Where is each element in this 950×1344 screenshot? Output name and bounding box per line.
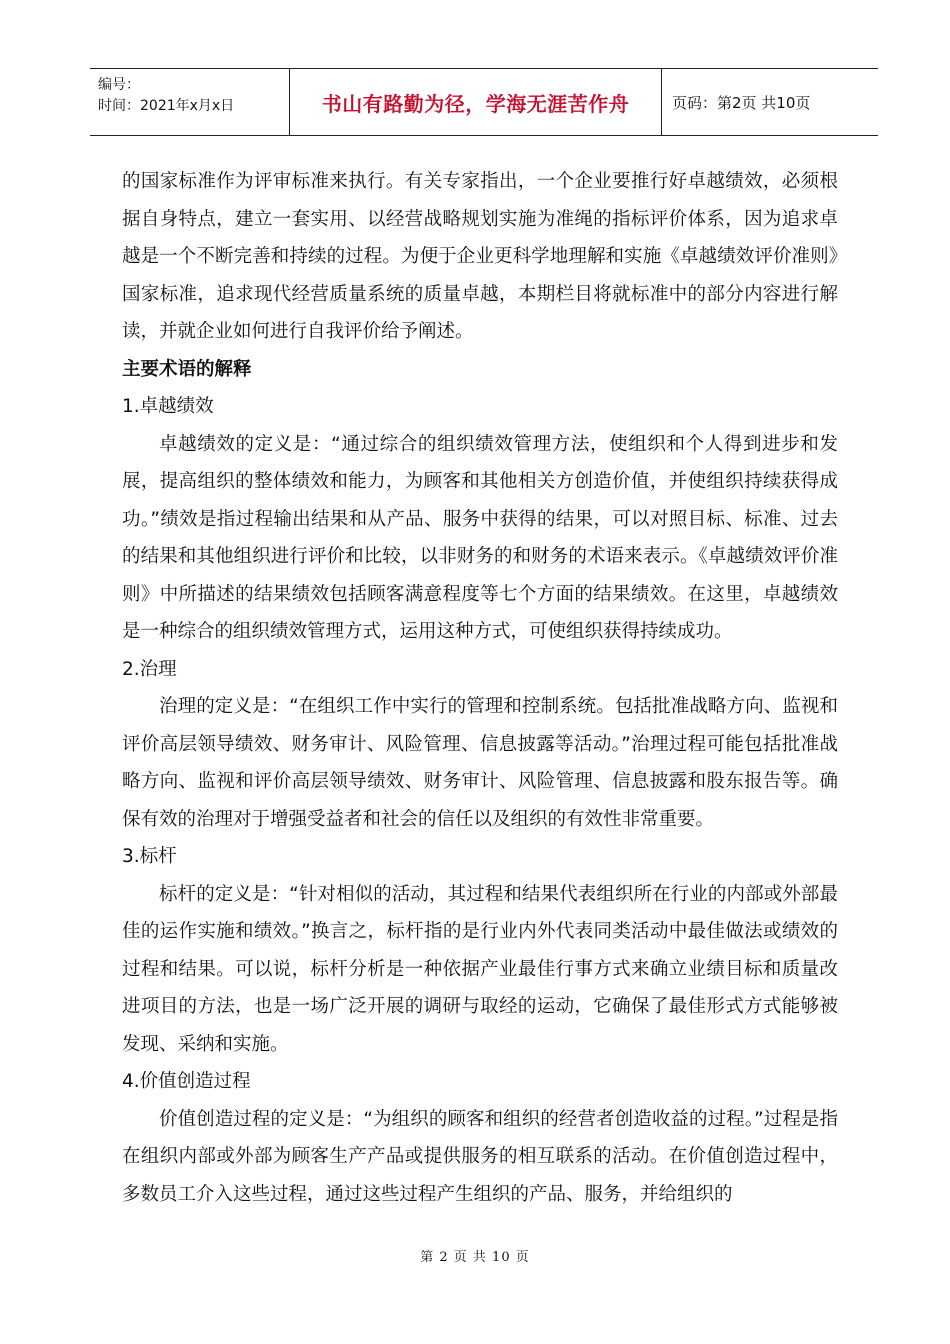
number-label: 编号： [98,77,140,93]
term2-paragraph: 治理的定义是：“在组织工作中实行的管理和控制系统。包括批准战略方向、监视和评价高层领导绩效、财务审计、风险管理、信息披露等活动。”治理过程可能包括批准战略方向、监视和评价高层领导绩效、财务审计、风险管理、信息披露和股东报告等。确保有效的治理对于增强受益者和社会的信任以及组织的有效性非常重要。 [122,696,838,830]
term1-paragraph: 卓越绩效的定义是：“通过综合的组织绩效管理方法，使组织和个人得到进步和发展，提高组织的整体绩效和能力，为顾客和其他相关方创造价值，并使组织持续获得成功。”绩效是指过程输出结果和从产品、服务中获得的结果，可以对照目标、标准、过去的结果和其他组织进行评价和比较，以非财务的和财务的术语来表示。《卓越绩效评价准则》中所描述的结果绩效包括顾客满意程度等七个方面的结果绩效。在这里，卓越绩效是一种综合的组织绩效管理方式，运用这种方式，可使组织获得持续成功。 [122,433,838,642]
term3-title: 3.标杆 [122,846,177,867]
term4-paragraph: 价值创造过程的定义是：“为组织的顾客和组织的经营者创造收益的过程。”过程是指在组织内部或外部为顾客生产产品或提供服务的相互联系的活动。在价值创造过程中，多数员工介入这些过程，通过这些过程产生组织的产品、服务，并给组织的 [122,1108,838,1205]
header-page-label: 页码：第2页 共10页 [672,93,811,112]
document-body [122,163,838,1213]
page-header [90,68,878,136]
page-footer: 第 2 页 共 10 页 [420,1250,530,1265]
term4-title: 4.价值创造过程 [122,1071,251,1092]
term2-title: 2.治理 [122,658,177,680]
section-heading: 主要术语的解释 [122,358,252,380]
time-label: 时间：2021年x月x日 [98,98,235,114]
header-meta [90,69,290,135]
intro-paragraph: 的国家标准作为评审标准来执行。有关专家指出，一个企业要推行好卓越绩效，必须根据自身特点，建立一套实用、以经营战略规划实施为准绳的指标评价体系，因为追求卓越是一个不断完善和持续的过程。为便于企业更科学地理解和实施《卓越绩效评价准则》国家标准，追求现代经营质量系统的质量卓越，本期栏目将就标准中的部分内容进行解读，并就企业如何进行自我评价给予阐述。 [122,171,838,342]
term3-paragraph: 标杆的定义是：“针对相似的活动，其过程和结果代表组织所在行业的内部或外部最佳的运作实施和绩效。”换言之，标杆指的是行业内外代表同类活动中最佳做法或绩效的过程和结果。可以说，标杆分析是一种依据产业最佳行事方式来确立业绩目标和质量改进项目的方法，也是一场广泛开展的调研与取经的运动，它确保了最佳形式方式能够被发现、采纳和实施。 [122,883,838,1055]
header-motto: 书山有路勤为径，学海无涯苦作舟 [290,69,662,135]
term1-title: 1.卓越绩效 [122,396,214,417]
